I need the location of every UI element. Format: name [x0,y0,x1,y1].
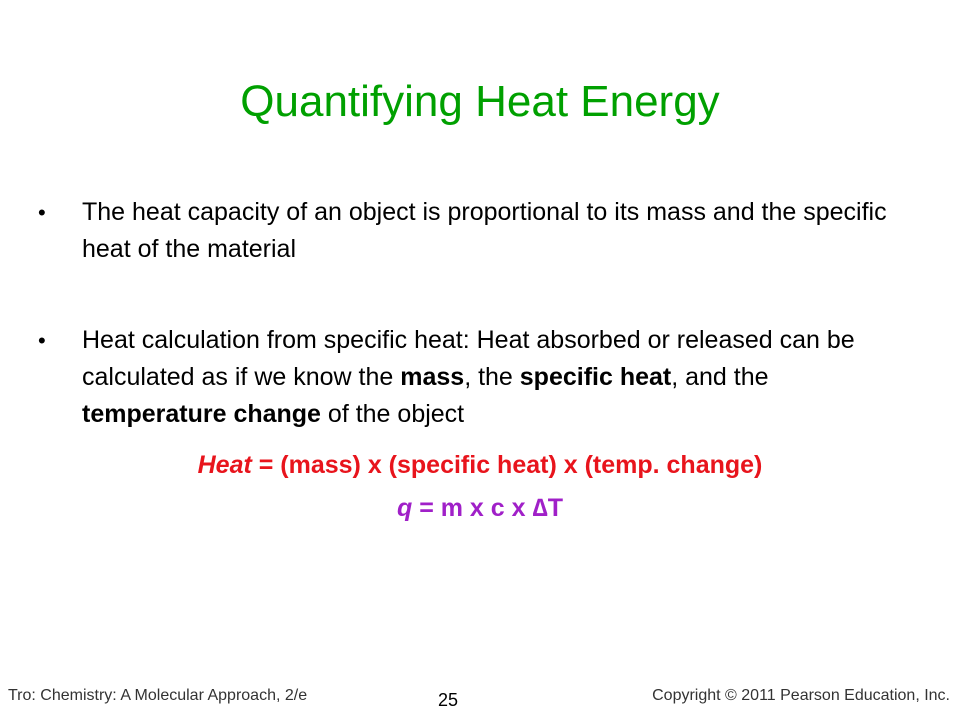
bullet-icon: • [38,200,46,225]
bullet-text-part: of the object [320,400,465,428]
bullet-icon: • [38,328,46,353]
q-symbol: q [396,494,413,522]
slide-title: Quantifying Heat Energy [240,77,720,126]
heat-word: Heat [197,451,252,479]
keyword-temperature-change: temperature change [82,400,321,428]
heat-equation-rest: = (mass) x (specific heat) x (temp. change) [251,451,763,479]
bullet-text: The heat capacity of an object is proportional to its mass and the specific heat of the material [82,198,887,263]
bullet-text-part: Heat calculation from specific heat: Heat absorbed or released can be calculated as if we know the [82,326,855,391]
page-number: 25 [438,690,459,710]
heat-equation-symbols [0,490,960,527]
footer-copyright: Copyright © 2011 Pearson Education, Inc. [652,687,950,704]
bullet-text-part: , and the [671,363,769,391]
symbol-equation-rest: = m x c x ∆T [412,494,564,522]
bullet-text [82,322,898,433]
bullet-item-heat-capacity [38,194,898,268]
footer-book-title: Tro: Chemistry: A Molecular Approach, 2/e [8,687,308,704]
bullet-item-heat-calculation [38,322,898,433]
heat-equation-words [0,447,960,484]
keyword-mass: mass [400,363,465,391]
bullet-text-part: , the [464,363,520,391]
keyword-specific-heat: specific heat [519,363,672,391]
